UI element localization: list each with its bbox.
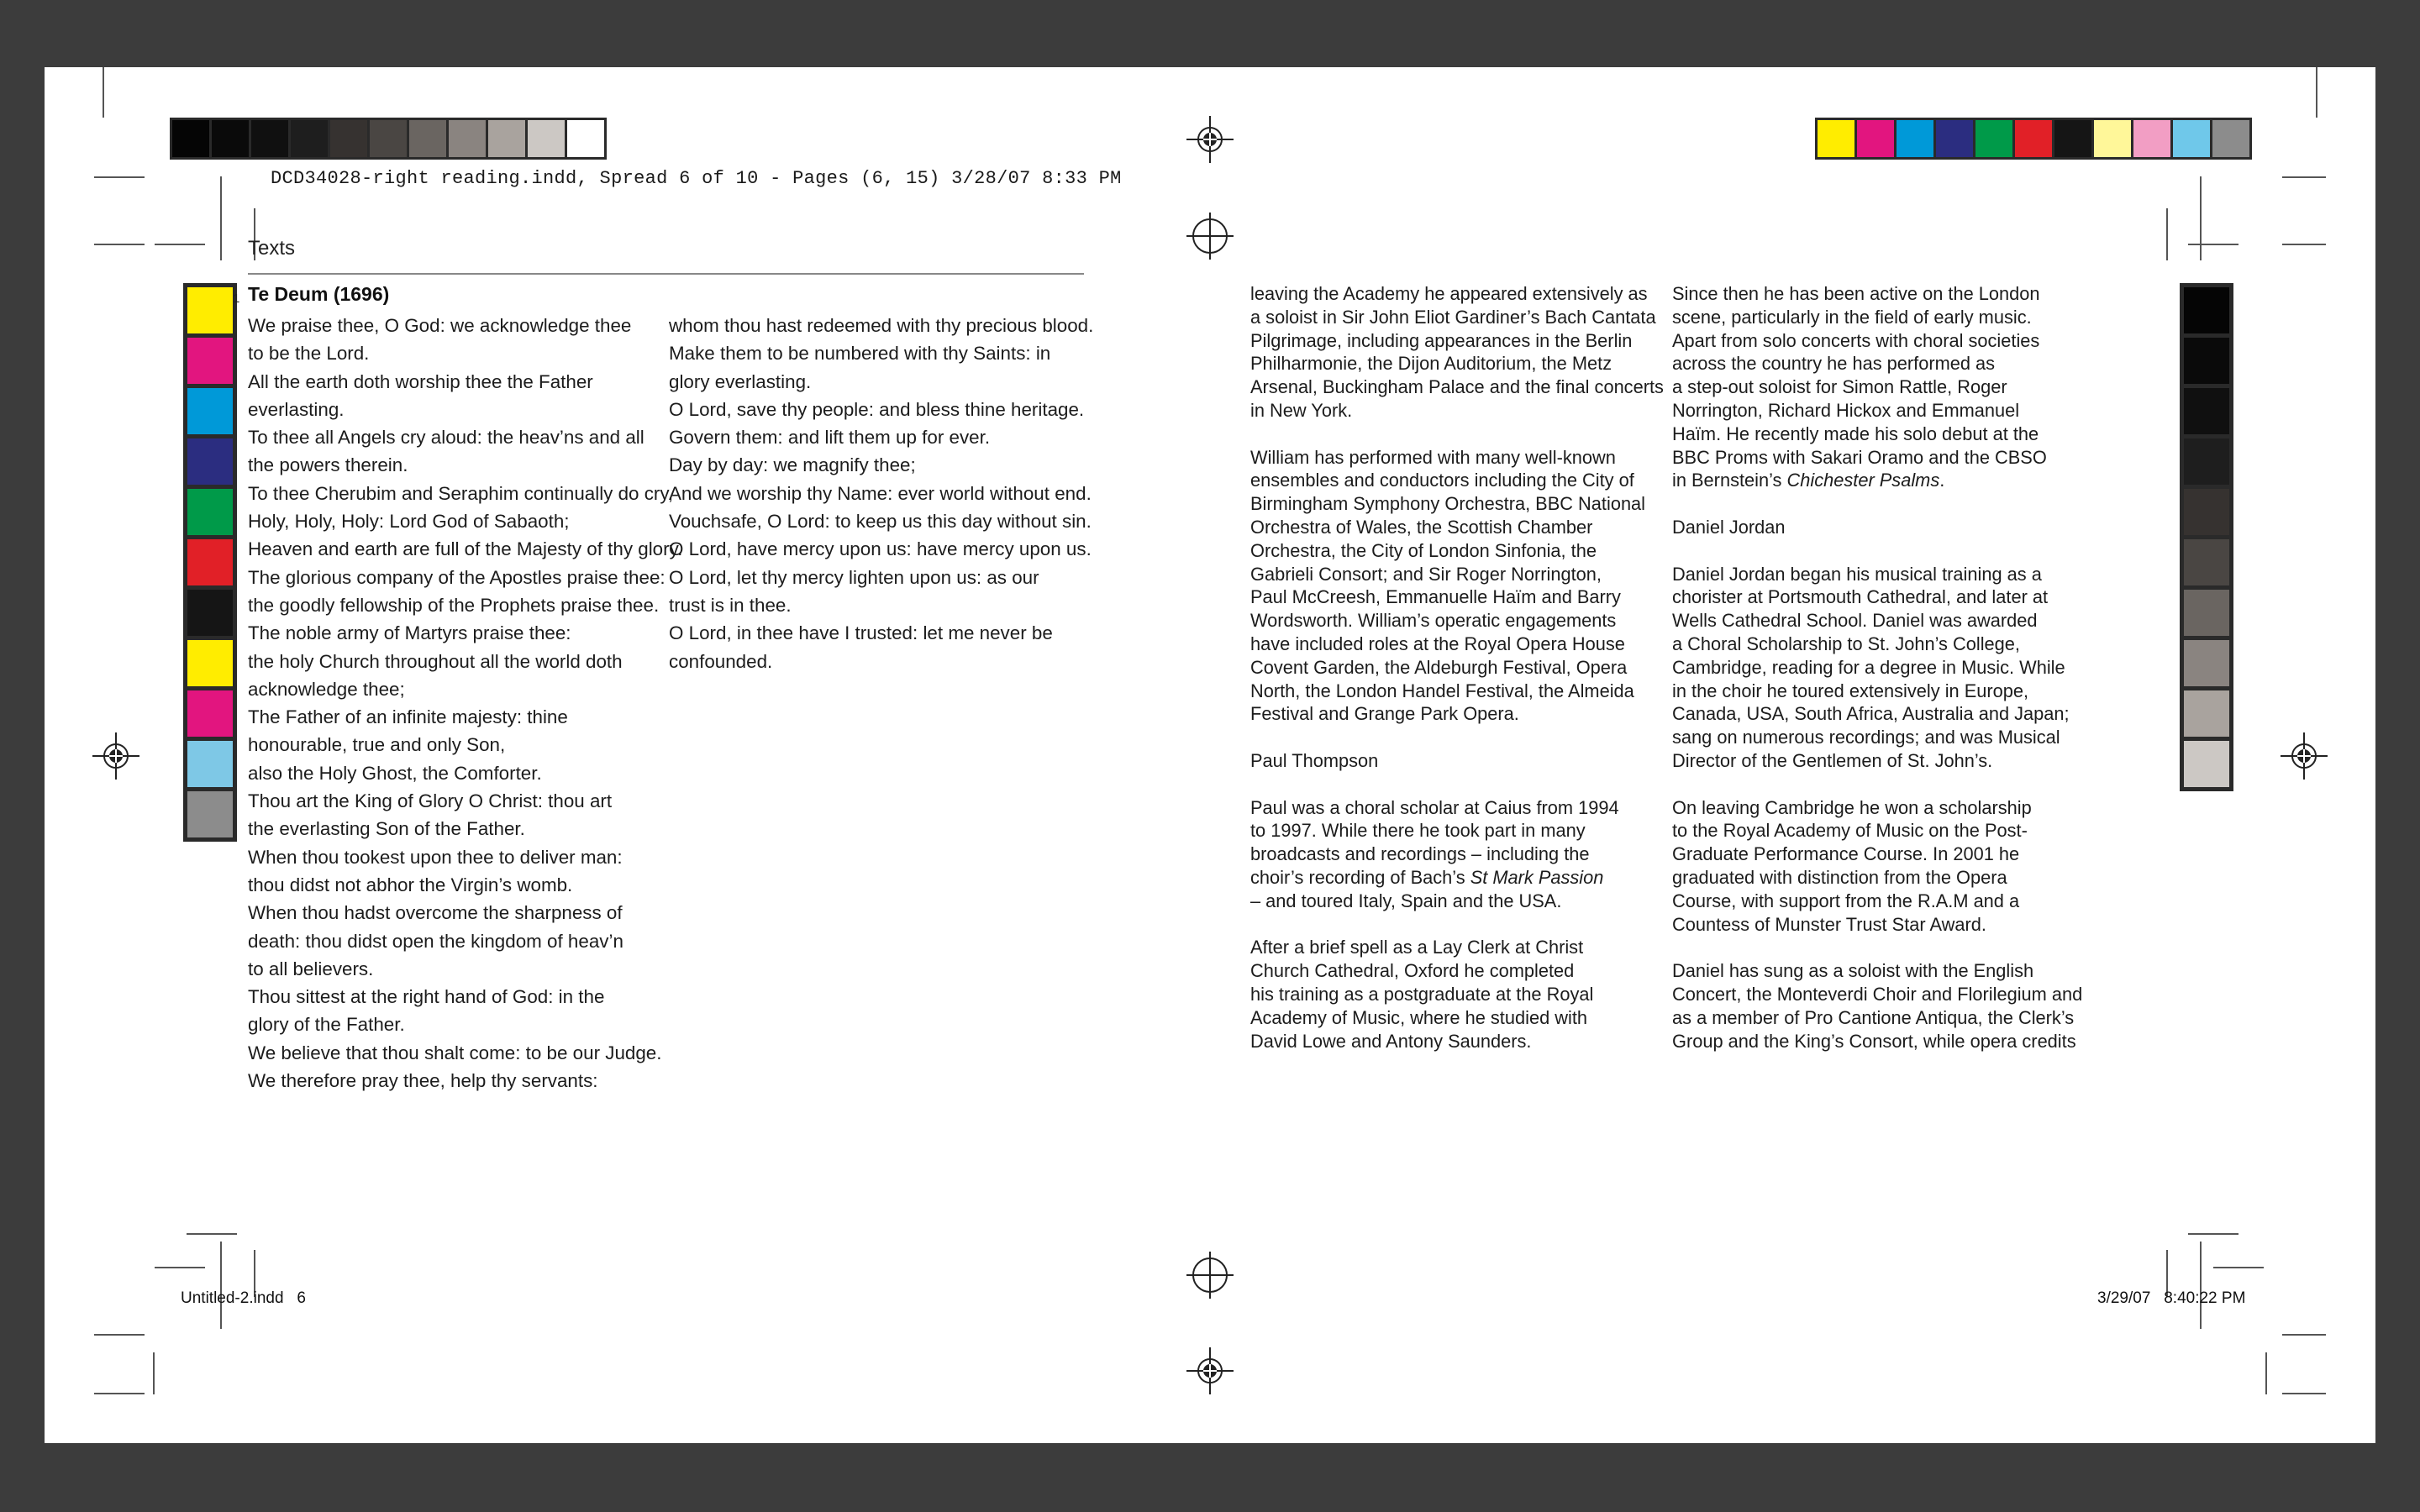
text-line: in Bernstein’s Chichester Psalms. xyxy=(1672,470,1945,491)
crop-mark xyxy=(2166,208,2168,260)
slug-line: DCD34028-right reading.indd, Spread 6 of 10 - Pages (6, 15) 3/28/07 8:33 PM xyxy=(271,168,1122,189)
track-number: 1 xyxy=(233,291,240,306)
lyrics-column-1 xyxy=(248,312,682,1095)
color-swatch xyxy=(2184,287,2229,333)
text-line: To thee Cherubim and Seraphim continually do cry, xyxy=(248,482,674,504)
text-line: Countess of Munster Trust Star Award. xyxy=(1672,913,1986,935)
crop-mark xyxy=(220,1242,222,1329)
color-swatch xyxy=(187,690,233,737)
text-line: We therefore pray thee, help thy servants: xyxy=(248,1070,598,1092)
text-line: Vouchsafe, O Lord: to keep us this day without sin. xyxy=(669,511,1092,533)
color-swatch xyxy=(2015,120,2052,157)
color-swatch xyxy=(2184,539,2229,585)
color-swatch xyxy=(2184,388,2229,434)
text-line: as a member of Pro Cantione Antiqua, the Clerk’s xyxy=(1672,1006,2075,1028)
text-line: Pilgrimage, including appearances in the Berlin xyxy=(1250,329,1633,351)
registration-mark-icon xyxy=(92,732,139,780)
text-line: Cambridge, reading for a degree in Music. While xyxy=(1672,656,2065,678)
text-line: a soloist in Sir John Eliot Gardiner’s Bach Cantata xyxy=(1250,306,1656,328)
color-swatch xyxy=(187,539,233,585)
text-line: Church Cathedral, Oxford he completed xyxy=(1250,960,1575,982)
crop-mark xyxy=(2282,176,2326,178)
text-line: honourable, true and only Son, xyxy=(248,734,506,756)
text-line: have included roles at the Royal Opera House xyxy=(1250,633,1625,654)
text-line: sang on numerous recordings; and was Musical xyxy=(1672,727,2060,748)
heading-rule xyxy=(248,273,1084,275)
text-line: Concert, the Monteverdi Choir and Florilegium and xyxy=(1672,983,2083,1005)
text-line: the everlasting Son of the Father. xyxy=(248,818,525,840)
text-line: And we worship thy Name: ever world without end. xyxy=(669,482,1092,504)
text-line: Paul Thompson xyxy=(1250,749,1379,771)
color-swatch xyxy=(2094,120,2131,157)
color-swatch xyxy=(2184,690,2229,737)
text-line: Festival and Grange Park Opera. xyxy=(1250,703,1519,725)
text-line xyxy=(1672,539,2082,563)
color-swatch xyxy=(187,590,233,636)
color-swatch xyxy=(1857,120,1894,157)
text-line: Day by day: we magnify thee; xyxy=(669,454,916,476)
text-line: Group and the King’s Consort, while opera credits xyxy=(1672,1030,2076,1052)
text-line: When thou hadst overcome the sharpness of xyxy=(248,902,623,924)
color-swatch xyxy=(187,741,233,787)
color-swatch xyxy=(1897,120,1933,157)
color-swatch xyxy=(2184,438,2229,485)
crop-mark xyxy=(2282,1334,2326,1336)
text-line: to be the Lord. xyxy=(248,343,370,365)
text-line: – and toured Italy, Spain and the USA. xyxy=(1250,890,1562,911)
color-swatch xyxy=(330,120,367,157)
text-line: whom thou hast redeemed with thy precious blood. xyxy=(669,315,1094,336)
color-swatch xyxy=(2212,120,2249,157)
track-title: Te Deum (1696) xyxy=(248,283,390,305)
text-line: O Lord, save thy people: and bless thine heritage. xyxy=(669,398,1085,420)
text-line: also the Holy Ghost, the Comforter. xyxy=(248,762,542,784)
text-line: to the Royal Academy of Music on the Post- xyxy=(1672,820,2028,842)
text-line xyxy=(1250,773,1664,796)
text-line: O Lord, in thee have I trusted: let me never be xyxy=(669,622,1053,644)
crop-mark xyxy=(94,1334,145,1336)
color-swatch xyxy=(187,438,233,485)
text-line: Paul was a choral scholar at Caius from 1994 xyxy=(1250,796,1619,818)
text-line xyxy=(1672,492,2082,516)
process-color-bar xyxy=(1815,118,2252,160)
color-swatch xyxy=(488,120,525,157)
crop-mark xyxy=(2282,244,2326,245)
text-line: leaving the Academy he appeared extensively as xyxy=(1250,283,1648,304)
text-line: everlasting. xyxy=(248,398,345,420)
crop-mark xyxy=(2188,1233,2238,1235)
text-line: The noble army of Martyrs praise thee: xyxy=(248,622,571,644)
color-swatch xyxy=(2184,489,2229,535)
crop-mark xyxy=(2316,67,2317,118)
text-line: David Lowe and Antony Saunders. xyxy=(1250,1030,1532,1052)
text-line: to all believers. xyxy=(248,958,374,979)
color-swatch xyxy=(212,120,249,157)
text-line: To thee all Angels cry aloud: the heav’ns and all xyxy=(248,427,644,449)
text-line: acknowledge thee; xyxy=(248,678,405,700)
text-line: Govern them: and lift them up for ever. xyxy=(669,427,991,449)
crop-mark xyxy=(2265,1352,2267,1394)
text-line: the holy Church throughout all the world doth xyxy=(248,650,623,672)
text-line: Orchestra of Wales, the Scottish Chamber xyxy=(1250,516,1593,538)
color-swatch xyxy=(567,120,604,157)
registration-mark-icon xyxy=(2281,732,2328,780)
text-line: Haïm. He recently made his solo debut at the xyxy=(1672,423,2039,444)
color-swatch xyxy=(187,388,233,434)
text-line xyxy=(1250,423,1664,446)
text-line: Since then he has been active on the London xyxy=(1672,283,2040,304)
text-line xyxy=(1250,913,1664,937)
text-line: BBC Proms with Sakari Oramo and the CBSO xyxy=(1672,446,2047,468)
text-line: Paul McCreesh, Emmanuelle Haïm and Barry xyxy=(1250,586,1621,608)
grayscale-color-bar xyxy=(170,118,607,160)
text-line: Thou sittest at the right hand of God: in the xyxy=(248,986,605,1008)
text-line: Daniel has sung as a soloist with the English xyxy=(1672,960,2034,982)
text-line: Birmingham Symphony Orchestra, BBC National xyxy=(1250,493,1646,515)
text-line: ensembles and conductors including the City of xyxy=(1250,470,1634,491)
text-line: After a brief spell as a Lay Clerk at Christ xyxy=(1250,937,1584,958)
registration-mark-icon xyxy=(1186,213,1234,260)
text-line: Heaven and earth are full of the Majesty of thy glory. xyxy=(248,538,683,560)
color-swatch xyxy=(370,120,407,157)
color-swatch xyxy=(2133,120,2170,157)
text-line: trust is in thee. xyxy=(669,594,792,616)
text-line: On leaving Cambridge he won a scholarship xyxy=(1672,796,2032,818)
text-line: North, the London Handel Festival, the Almeida xyxy=(1250,680,1634,701)
crop-mark xyxy=(94,176,145,178)
crop-mark xyxy=(155,244,205,245)
color-swatch xyxy=(1975,120,2012,157)
text-line: Norrington, Richard Hickox and Emmanuel xyxy=(1672,399,2020,421)
crop-mark xyxy=(155,1267,205,1268)
text-line: Covent Garden, the Aldeburgh Festival, Opera xyxy=(1250,656,1628,678)
text-line: Daniel Jordan xyxy=(1672,516,1786,538)
text-line: When thou tookest upon thee to deliver man: xyxy=(248,846,623,868)
text-line: glory everlasting. xyxy=(669,370,812,392)
crop-mark xyxy=(94,1393,145,1394)
registration-mark-icon xyxy=(1186,1347,1234,1394)
text-line: in New York. xyxy=(1250,399,1353,421)
crop-mark xyxy=(187,1233,237,1235)
color-swatch xyxy=(449,120,486,157)
text-line: O Lord, let thy mercy lighten upon us: as our xyxy=(669,566,1039,588)
text-line: Canada, USA, South Africa, Australia and Japan; xyxy=(1672,703,2070,725)
crop-mark xyxy=(2200,176,2202,260)
text-line xyxy=(1672,936,2082,959)
text-line: William has performed with many well-known xyxy=(1250,446,1616,468)
text-line: The glorious company of the Apostles praise thee: xyxy=(248,566,666,588)
biography-column-1 xyxy=(1250,282,1664,1053)
crop-mark xyxy=(103,67,104,118)
text-line: confounded. xyxy=(669,650,773,672)
color-swatch xyxy=(2054,120,2091,157)
text-line: Arsenal, Buckingham Palace and the final concerts xyxy=(1250,376,1664,398)
text-line: thou didst not abhor the Virgin’s womb. xyxy=(248,874,573,895)
crop-mark xyxy=(94,244,145,245)
color-swatch xyxy=(187,791,233,837)
text-line: Make them to be numbered with thy Saints: in xyxy=(669,343,1051,365)
text-line: The Father of an infinite majesty: thine xyxy=(248,706,568,728)
color-swatch xyxy=(409,120,446,157)
text-line: death: thou didst open the kingdom of heav’n xyxy=(248,930,623,952)
text-line: Course, with support from the R.A.M and a xyxy=(1672,890,2020,911)
texts-heading: Texts xyxy=(248,237,296,260)
text-line: All the earth doth worship thee the Father xyxy=(248,370,593,392)
text-line: a step-out soloist for Simon Rattle, Roger xyxy=(1672,376,2007,398)
crop-mark xyxy=(2213,1267,2264,1268)
color-swatch xyxy=(172,120,209,157)
color-swatch xyxy=(291,120,328,157)
right-grayscale-bar xyxy=(2180,283,2233,791)
lyrics-column-2 xyxy=(669,312,1093,675)
text-line: Graduate Performance Course. In 2001 he xyxy=(1672,843,2020,865)
color-swatch xyxy=(2184,640,2229,686)
text-line: the goodly fellowship of the Prophets praise thee. xyxy=(248,594,660,616)
left-color-bar xyxy=(183,283,240,842)
biography-column-2 xyxy=(1672,282,2082,1053)
text-line: the powers therein. xyxy=(248,454,408,476)
color-swatch xyxy=(2184,590,2229,636)
color-swatch xyxy=(2184,741,2229,787)
text-line: Orchestra, the City of London Sinfonia, the xyxy=(1250,539,1597,561)
text-line: broadcasts and recordings – including the xyxy=(1250,843,1590,865)
color-swatch xyxy=(528,120,565,157)
text-line: glory of the Father. xyxy=(248,1014,405,1036)
crop-mark xyxy=(153,1352,155,1394)
text-line: a Choral Scholarship to St. John’s College, xyxy=(1672,633,2020,654)
text-line: O Lord, have mercy upon us: have mercy upon us. xyxy=(669,538,1092,560)
footer-timestamp: 3/29/07 8:40:22 PM xyxy=(2097,1289,2246,1307)
text-line: Director of the Gentlemen of St. John’s. xyxy=(1672,749,1993,771)
text-line: Wordsworth. William’s operatic engagements xyxy=(1250,610,1617,632)
text-line: Holy, Holy, Holy: Lord God of Sabaoth; xyxy=(248,511,570,533)
color-swatch xyxy=(2184,338,2229,384)
text-line: Gabrieli Consort; and Sir Roger Norrington, xyxy=(1250,563,1602,585)
text-line: Apart from solo concerts with choral societies xyxy=(1672,329,2040,351)
registration-mark-icon xyxy=(1186,1252,1234,1299)
text-line xyxy=(1672,773,2082,796)
text-line: graduated with distinction from the Opera xyxy=(1672,866,2007,888)
text-line: We believe that thou shalt come: to be our Judge. xyxy=(248,1042,662,1063)
color-swatch xyxy=(251,120,288,157)
text-line xyxy=(1250,726,1664,749)
text-line: chorister at Portsmouth Cathedral, and later at xyxy=(1672,586,2049,608)
text-line: Philharmonie, the Dijon Auditorium, the Metz xyxy=(1250,353,1612,375)
color-swatch xyxy=(2173,120,2210,157)
color-swatch xyxy=(187,338,233,384)
text-line: scene, particularly in the field of early music. xyxy=(1672,306,2032,328)
crop-mark xyxy=(220,176,222,260)
crop-mark xyxy=(2282,1393,2326,1394)
color-swatch xyxy=(1936,120,1973,157)
crop-mark xyxy=(2188,244,2238,245)
color-swatch xyxy=(187,287,233,333)
color-swatch xyxy=(187,640,233,686)
text-line: Wells Cathedral School. Daniel was awarded xyxy=(1672,610,2038,632)
text-line: across the country he has performed as xyxy=(1672,353,1996,375)
registration-mark-icon xyxy=(1186,116,1234,163)
text-line: Thou art the King of Glory O Christ: thou art xyxy=(248,790,613,812)
color-swatch xyxy=(187,489,233,535)
footer-file-info: Untitled-2.indd 6 xyxy=(181,1289,306,1307)
color-swatch xyxy=(1818,120,1854,157)
text-line: Daniel Jordan began his musical training as a xyxy=(1672,563,2042,585)
text-line: Academy of Music, where he studied with xyxy=(1250,1006,1588,1028)
text-line: in the choir he toured extensively in Europe, xyxy=(1672,680,2029,701)
text-line: his training as a postgraduate at the Royal xyxy=(1250,983,1594,1005)
text-line: choir’s recording of Bach’s St Mark Passion xyxy=(1250,866,1604,888)
text-line: We praise thee, O God: we acknowledge thee xyxy=(248,315,632,336)
crop-mark xyxy=(2200,1242,2202,1329)
text-line: to 1997. While there he took part in many xyxy=(1250,820,1586,842)
